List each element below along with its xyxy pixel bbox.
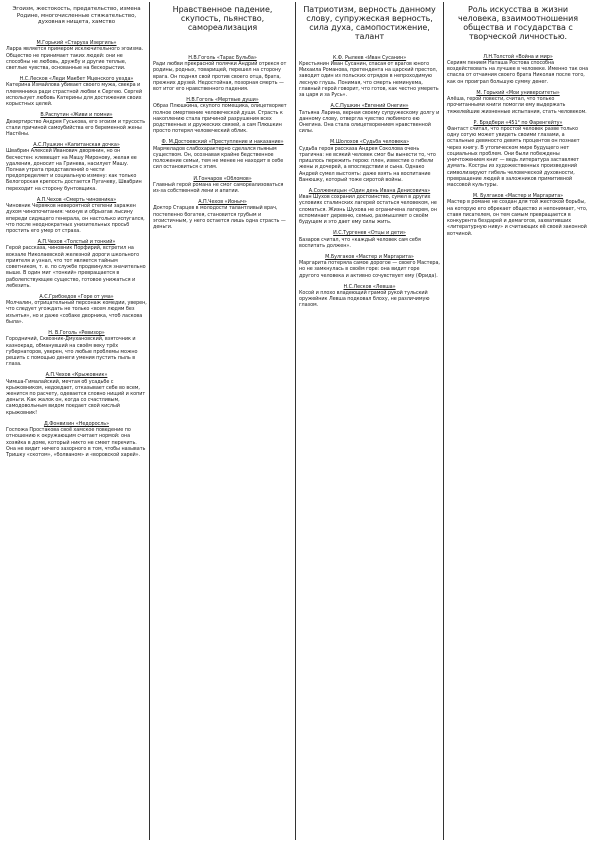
column-3 xyxy=(297,6,442,836)
work-summary: Городничий, Сквозник-Дмухановский, взяточник и казнокрад, обманувший на своём веку трёх губернаторов, уверен, что любые проблемы можно решить с помощью денеги умения пустить пыль в глаза. xyxy=(6,336,138,368)
work-summary: Госпожа Простакова своё хамское поведение по отношению к окружающим считает нормой: она хозяйка в доме, который никто не смеет перечить. Она не видит ничего зазорного в том, чтобы называть Тришку «скотом», «болваном» и «воровской харей». xyxy=(6,427,146,459)
work-title: А.Солженицын «Один день Ивана Денисовича» xyxy=(308,187,431,194)
work-entry xyxy=(447,120,589,188)
work-entry xyxy=(447,90,589,115)
work-entry xyxy=(299,254,440,279)
work-summary: Мармеладов слабохарактерно сделался пьяным существом. Он, осознавая крайне бедственное положение семьи, тем не менее не находит в себе сил остановиться с этим. xyxy=(153,145,284,171)
work-title: М.Шолохов «Судьба человека» xyxy=(329,139,410,146)
work-title: К.Ф. Рылеев «Иван Сусанин» xyxy=(332,54,407,61)
column-heading: Роль искусства в жизни человека, взаимоотношения общества и государства с творческой личностью. xyxy=(457,6,579,41)
work-title: В.Распутин «Живи и помни» xyxy=(40,112,113,119)
work-title: Ф. М.Достоевский «Преступление и наказание» xyxy=(161,139,284,146)
column-divider xyxy=(443,2,444,840)
work-summary: Крестьянин Иван Сусанин, спасая от врагов юного Михаила Романова, претендента на царский престол, заводит один из польских отрядов в непроходимую лесную глушь. Понимая, что смерть неминуема, главный герой говорит, что готов, как честно умереть за царя и за Русь». xyxy=(299,61,439,99)
work-title: А.С.Пушкин «Евгений Онегин» xyxy=(330,103,409,110)
work-title: А.П.Чехов «Смерть чиновника» xyxy=(36,196,117,203)
work-summary: Образ Плюшкина, скупого помещика, олицетворяет полное омертвение человеческой души. Страсть к накоплению стала причиной разрушения всех родственных и дружеских связей, а сам Плюшкин просто потерял человеческий облик. xyxy=(153,103,287,135)
work-entry xyxy=(299,284,440,309)
work-title: А.П.Чехов «Крыжовник» xyxy=(45,372,108,379)
work-title: Н.В.Гоголь «Тарас Бульба» xyxy=(188,54,257,61)
work-entry xyxy=(299,230,440,249)
work-entry xyxy=(6,40,147,71)
work-entry xyxy=(153,199,292,230)
work-entry xyxy=(153,139,292,170)
column-divider xyxy=(149,2,150,840)
work-title: Н. В.Гоголь «Ревизор» xyxy=(48,330,105,337)
work-summary: Базаров считал, что «каждый человек сам себя воспитать должен». xyxy=(299,236,421,249)
work-entry xyxy=(6,112,147,137)
work-title: А.С.Грибоедов «Горе от ума» xyxy=(39,293,114,300)
work-title: Н.С.Лесков «Левша» xyxy=(343,283,396,290)
work-entry xyxy=(447,54,589,85)
work-entry xyxy=(153,176,292,195)
work-summary: Герой рассказа, чиновник Порфирий, встретил на вокзале Николаевской железной дороги школьного приятеля и узнал, что тот является тайным советником, т. е. по службе продвинулся значительно выше. В один миг «тонкий» превращается в раболепствующее существо, готовое унижаться и лебезить. xyxy=(6,245,146,289)
work-summary: Чимша-Гималайский, мечтая об усадьбе с крыжовником, недоедает, отказывает себе во всем, женится по расчету, одевается словно нищий и копит деньги. Как жалок он, когда со счастливым, самодовольным видом поедает свой кислый крыжовник! xyxy=(6,378,146,416)
work-title: М. Булгаков «Мастер и Маргарита» xyxy=(472,193,564,200)
work-entry xyxy=(299,103,440,134)
work-title: Р. Брэдбери «451° по Фаренгейту» xyxy=(473,119,563,126)
work-summary: Мастер в романе не создан для той жестокой борьбы, на которую его обрекает общество и непонимает, что, ставя писателем, он тем самым превращается в конкурента бездарей и демагогов, захвативших «литературную ниву» и считающих её своей законной вотчиной. xyxy=(447,199,588,237)
work-title: Н.В.Гоголь «Мертвые души» xyxy=(186,97,259,104)
work-entry xyxy=(299,139,440,183)
work-entry xyxy=(6,421,147,458)
work-entry xyxy=(153,55,292,92)
column-heading: Нравственное падение, скупость, пьянство, самореализация xyxy=(172,6,273,32)
column-heading: Эгоизм, жестокость, предательство, измена Родине, многочисленные стяжательство, духовная нищета, хамство xyxy=(12,6,141,26)
work-summary: Чиновник Червяков невероятной степени заражен духом чинопочитания: чихнув и обрызгав лысину впереди сидящего генерала, он настолько испугался, что после неоднократных унизительных просьб простить его умер от страха. xyxy=(6,203,145,235)
work-entry xyxy=(447,193,589,237)
work-entry xyxy=(6,197,147,234)
work-summary: Главный герой романа не смог самореализоваться из-за собственной лени и апатии. xyxy=(153,181,284,195)
work-entry xyxy=(299,55,440,99)
work-title: А.С.Пушкин «Капитанская дочка» xyxy=(33,142,120,149)
column-4 xyxy=(445,6,591,836)
work-summary: Сериям пением Наташа Ростова способна воздействовать на лучшее в человеке. Именно так она спасла от отчаяния своего брата Николая после того, как он проиграл большую сумму денег. xyxy=(447,60,589,85)
work-title: И.Гончаров «Обломов» xyxy=(193,175,252,182)
work-summary: Молчалин, отрицательный персонаж комедии, уверен, что следует угождать не только «всем людям без изъятья», но и даже «собаке дворника, чтоб ласкова была». xyxy=(6,300,147,325)
work-title: А.П.Чехов «Толстый и тонкий» xyxy=(37,239,116,246)
work-summary: Ларра является примером исключительного эгоизма. Общество не принимает таких людей: они не способны не любовь, дружбу и другие теплые, светлые чувства, основанные на бескорыстии. xyxy=(6,46,144,71)
work-title: Д.Фонвизин «Недоросль» xyxy=(43,420,110,427)
work-summary: Алёша, герой повести, считал, что только прочитанными книги помогли ему выдержать тяжелейшие жизненные испытания, стать человеком. xyxy=(447,96,587,115)
work-summary: Татьяна Ларина, верная своему супружескому долгу и данному слову, отвергла чувство любимого ею Онегина. Она стала олицетворением нравственной силы. xyxy=(299,109,440,135)
work-summary: Судьба героя рассказа Андрея Соколова очень трагична: не всякий человек смог бы вынести то, что пришлось пережить герою: плен, известие о гибели жены и дочерей, а впоследствии и сына. Однако Андрей сумел выстоять: даже взять на воспитание Ванюшку, который тоже сиротой войны. xyxy=(299,145,436,183)
column-1 xyxy=(4,6,149,836)
work-summary: Доктор Старцев в молодости талантливый врач, постепенно богатея, становится грубым и эгоистичным, у него остается лишь одна страсть — деньги. xyxy=(153,205,286,231)
work-title: А.П.Чехов «Ионыч» xyxy=(198,199,247,206)
work-entry xyxy=(6,294,147,325)
work-entry xyxy=(299,188,440,225)
work-summary: Фантаст считал, что простой человек разве только одну сотую может увидеть своими глазами, а остальные девяносто девять процентов он познает через книгу. В утопическом мире будущего нет социальных проблем. Они были побеждены уничтожением книг — ведь литература заставляет думать. Костры из художественных произведений символизируют гибель человеческой духовности, превращение людей в заложников примитивной массовой культуры. xyxy=(447,126,580,188)
work-title: М.Горький «Старуха Изергиль» xyxy=(36,40,117,47)
work-title: И.С.Тургенев «Отцы и дети» xyxy=(333,230,406,237)
work-summary: Дезертирство Андрея Гуськова, его эгоизм и трусость стали причиной самоубийства его беременной жены Настёны. xyxy=(6,118,146,137)
work-summary: Ради любви прекрасной полячки Андрий отрекся от родины, родных, товарищей, перешел на сторону врага. Он поднял свой против своего отца, брата, прежних друзей. Недостойная, позорная смерть — вот итог его нравственного падения. xyxy=(153,61,287,92)
work-entry xyxy=(6,239,147,289)
work-title: Н.С.Лесков «Леди Макбет Мценского уезда» xyxy=(19,76,134,83)
work-summary: Иван Шухов сохранил достоинство, сумел в других условиях сталинских лагерей остаться человеком, не сломаться. Жизнь Шухова не ограничена лагерем, он вспоминает деревню, семью, размышляет о своём будущем и это дает ему силы жить. xyxy=(299,194,437,226)
work-entry xyxy=(6,330,147,367)
work-summary: Маргарита потеряла самое дорогое — своего Мастера, но не замкнулась в своём горе: она видит горе другого человека и активно сочувствует ему (Фрида). xyxy=(299,260,440,279)
work-summary: Косой и плохо владеющий грамой рукой тульский оружейник Левша подковал блоху, не различимую глазом. xyxy=(299,290,430,309)
work-entry xyxy=(6,142,147,192)
column-heading: Патриотизм, верность данному слову, супружеская верность, сила духа, самопостижение, талант xyxy=(303,6,436,41)
work-entry xyxy=(6,372,147,416)
work-summary: Катерина Измайлова убивает своего мужа, свекра и племянника ради страстной любви к Сергею. Сергей использует любовь Катерины для достижения своих корыстных целей. xyxy=(6,82,142,108)
work-title: Л.Н.Толстой «Война и мир» xyxy=(483,53,553,60)
work-title: М.Булгаков «Мастер и Маргарита» xyxy=(325,253,414,260)
work-entry xyxy=(6,76,147,107)
work-entry xyxy=(153,97,292,134)
column-divider xyxy=(295,2,296,840)
work-title: М. Горький «Мои университеты» xyxy=(476,89,560,96)
work-summary: Швабрин Алексей Иванович дворянин, но он бесчестен: клевещет на Машу Миронову, желая ее удаления, доносит на Гринева, насилует Машу. Полная утрата представлений о чести предопределяет и социальную измену: как только Белогорская крепость достается Пугачеву, Швабрин переходит на сторону бунтовщика. xyxy=(6,148,142,192)
column-2 xyxy=(151,6,294,836)
